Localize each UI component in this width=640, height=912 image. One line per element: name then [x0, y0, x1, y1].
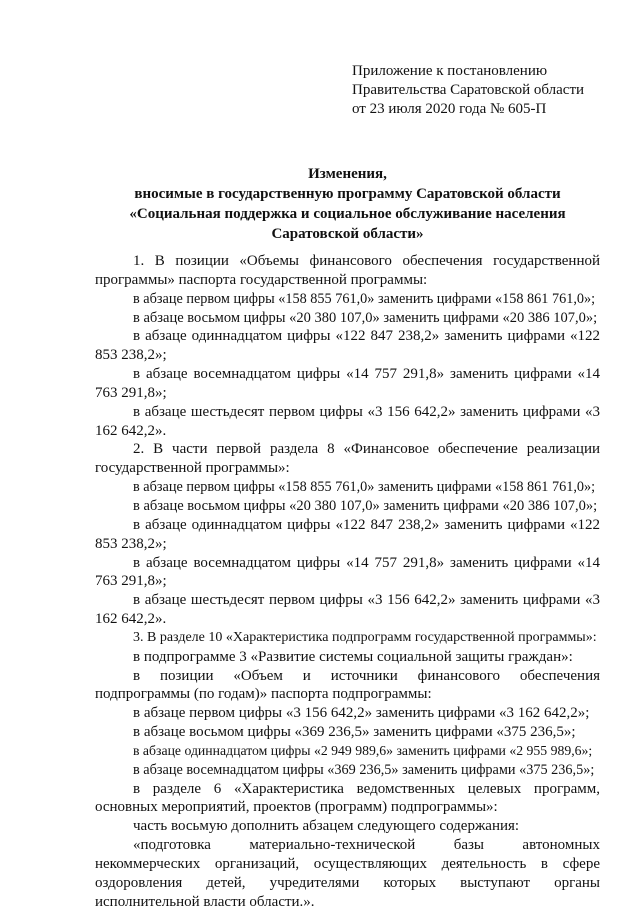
paragraph: в абзаце восемнадцатом цифры «14 757 291,8» заменить цифрами «14 763 291,8»;: [95, 366, 600, 401]
paragraph: в абзаце одиннадцатом цифры «122 847 238,2» заменить цифрами «122 853 238,2»;: [95, 516, 600, 552]
paragraph: в абзаце шестьдесят первом цифры «3 156 642,2» заменить цифрами «3 162 642,2».: [95, 592, 600, 628]
appendix-line-2: Правительства Саратовской области: [352, 82, 585, 98]
paragraph: часть восьмую дополнить абзацем следующего содержания:: [133, 818, 520, 835]
paragraph-quote: «подготовка материально-технической базы автономных некоммерческих организаций, осуществляющих деятельность в сфере оздоровления детей, учредителями которых выступают органы исполнительной власти области.».: [95, 837, 600, 910]
appendix-line-3: от 23 июля 2020 года № 605-П: [352, 101, 547, 117]
paragraph: в абзаце восьмом цифры «369 236,5» заменить цифрами «375 236,5»;: [133, 724, 576, 741]
appendix-reference: [352, 62, 584, 119]
appendix-line-1: Приложение к постановлению: [352, 63, 548, 79]
paragraph: в абзаце восьмом цифры «20 380 107,0» заменить цифрами «20 386 107,0»;: [133, 497, 598, 514]
paragraph-section-2: 2. В части первой раздела 8 «Финансовое обеспечение реализации государственной программы»:: [95, 441, 600, 477]
paragraph: в абзаце восемнадцатом цифры «14 757 291,8» заменить цифрами «14 763 291,8»;: [95, 554, 600, 590]
paragraph: в абзаце одиннадцатом цифры «2 949 989,6» заменить цифрами «2 955 989,6»;: [133, 742, 593, 758]
paragraph: в разделе 6 «Характеристика ведомственных целевых программ, основных мероприятий, проектов (программ) подпрограммы»:: [95, 780, 600, 816]
paragraph: в абзаце восьмом цифры «20 380 107,0» заменить цифрами «20 386 107,0»;: [133, 309, 598, 326]
paragraph-section-1: 1. В позиции «Объемы финансового обеспечения государственной программы» паспорта государственной программы:: [95, 253, 600, 288]
paragraph: в абзаце первом цифры «3 156 642,2» заменить цифрами «3 162 642,2»;: [133, 705, 590, 722]
paragraph-section-3: 3. В разделе 10 «Характеристика подпрограмм государственной программы»:: [133, 629, 597, 645]
paragraph: в абзаце первом цифры «158 855 761,0» заменить цифрами «158 861 761,0»;: [133, 479, 596, 496]
document-title: [95, 164, 600, 244]
paragraph: в абзаце шестьдесят первом цифры «3 156 642,2» заменить цифрами «3 162 642,2».: [95, 403, 600, 439]
paragraph: в позиции «Объем и источники финансового обеспечения подпрограммы (по годам)» паспорта подпрограммы:: [95, 667, 600, 703]
paragraph: в абзаце восемнадцатом цифры «369 236,5» заменить цифрами «375 236,5»;: [133, 761, 595, 778]
title-line-1: Изменения,: [308, 166, 387, 182]
document-body: [95, 252, 600, 912]
paragraph: в абзаце первом цифры «158 855 761,0» заменить цифрами «158 861 761,0»;: [133, 290, 596, 307]
paragraph: в подпрограмме 3 «Развитие системы социальной защиты граждан»:: [133, 648, 573, 665]
title-line-4: Саратовской области»: [271, 226, 424, 242]
title-line-2: вносимые в государственную программу Саратовской области: [134, 186, 561, 202]
paragraph: в абзаце одиннадцатом цифры «122 847 238,2» заменить цифрами «122 853 238,2»;: [95, 328, 600, 364]
title-line-3: «Социальная поддержка и социальное обслуживание населения: [129, 206, 566, 222]
